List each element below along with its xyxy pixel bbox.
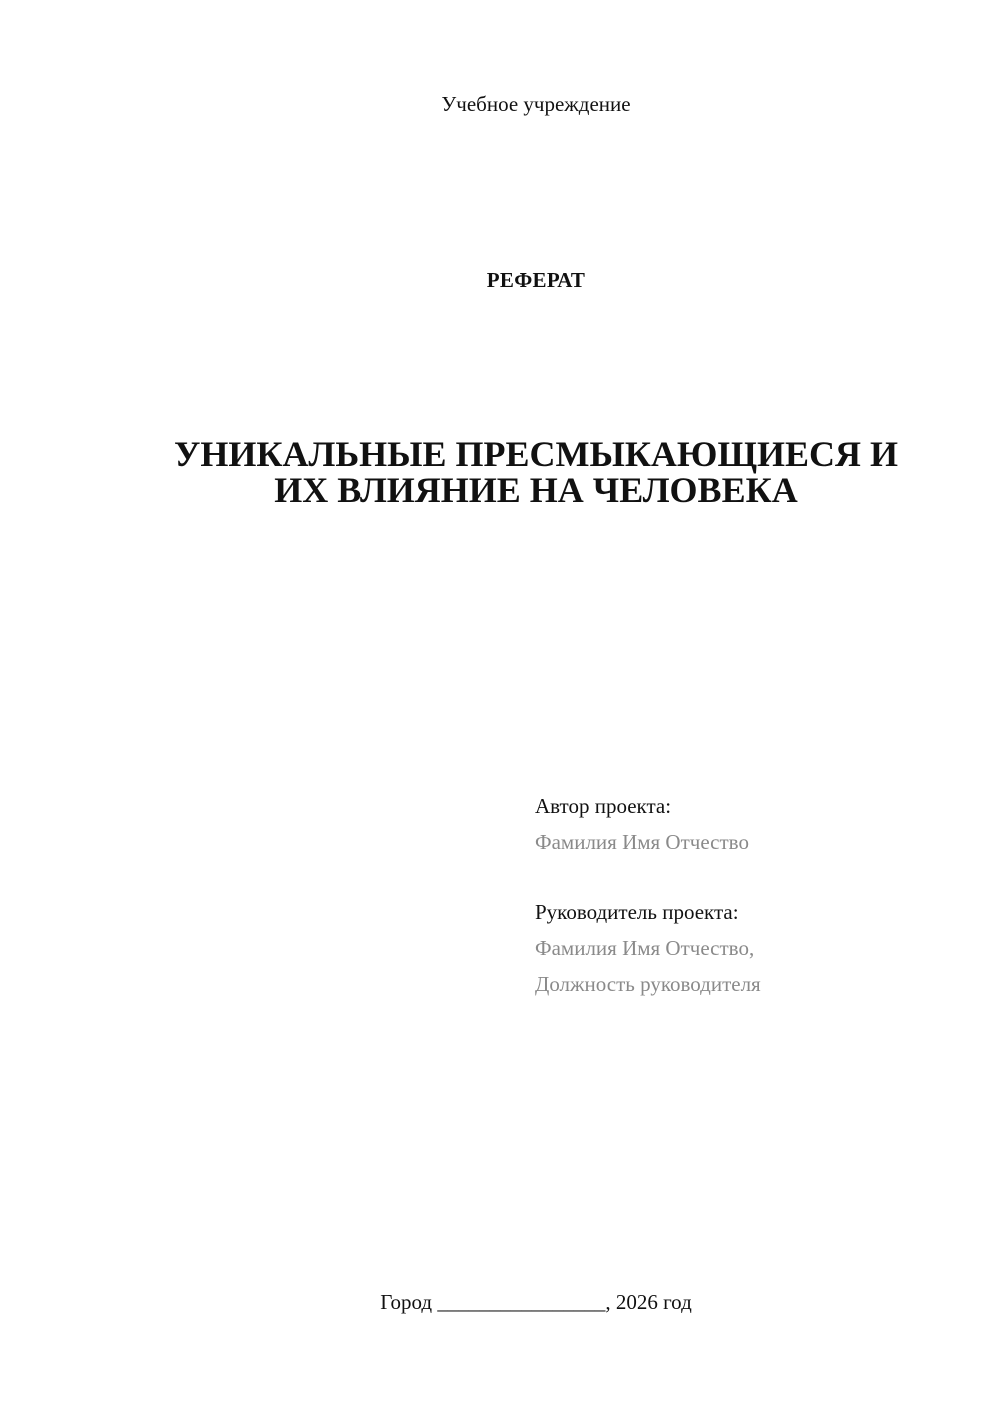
supervisor-name: Фамилия Имя Отчество, [535,936,755,960]
author-name: Фамилия Имя Отчество [535,830,749,854]
supervisor-position: Должность руководителя [535,972,761,996]
credits-spacer [535,860,975,894]
title-line-2: ИХ ВЛИЯНИЕ НА ЧЕЛОВЕКА [274,470,798,510]
supervisor-label: Руководитель проекта: [535,900,739,924]
document-title [100,436,972,508]
credits-block [535,788,975,1002]
institution-name: Учебное учреждение [441,92,631,116]
city-year-footer: Город ________________, 2026 год [380,1290,692,1314]
title-line-1: УНИКАЛЬНЫЕ ПРЕСМЫКАЮЩИЕСЯ И [173,434,899,474]
author-label: Автор проекта: [535,794,672,818]
document-type: РЕФЕРАТ [486,268,586,292]
